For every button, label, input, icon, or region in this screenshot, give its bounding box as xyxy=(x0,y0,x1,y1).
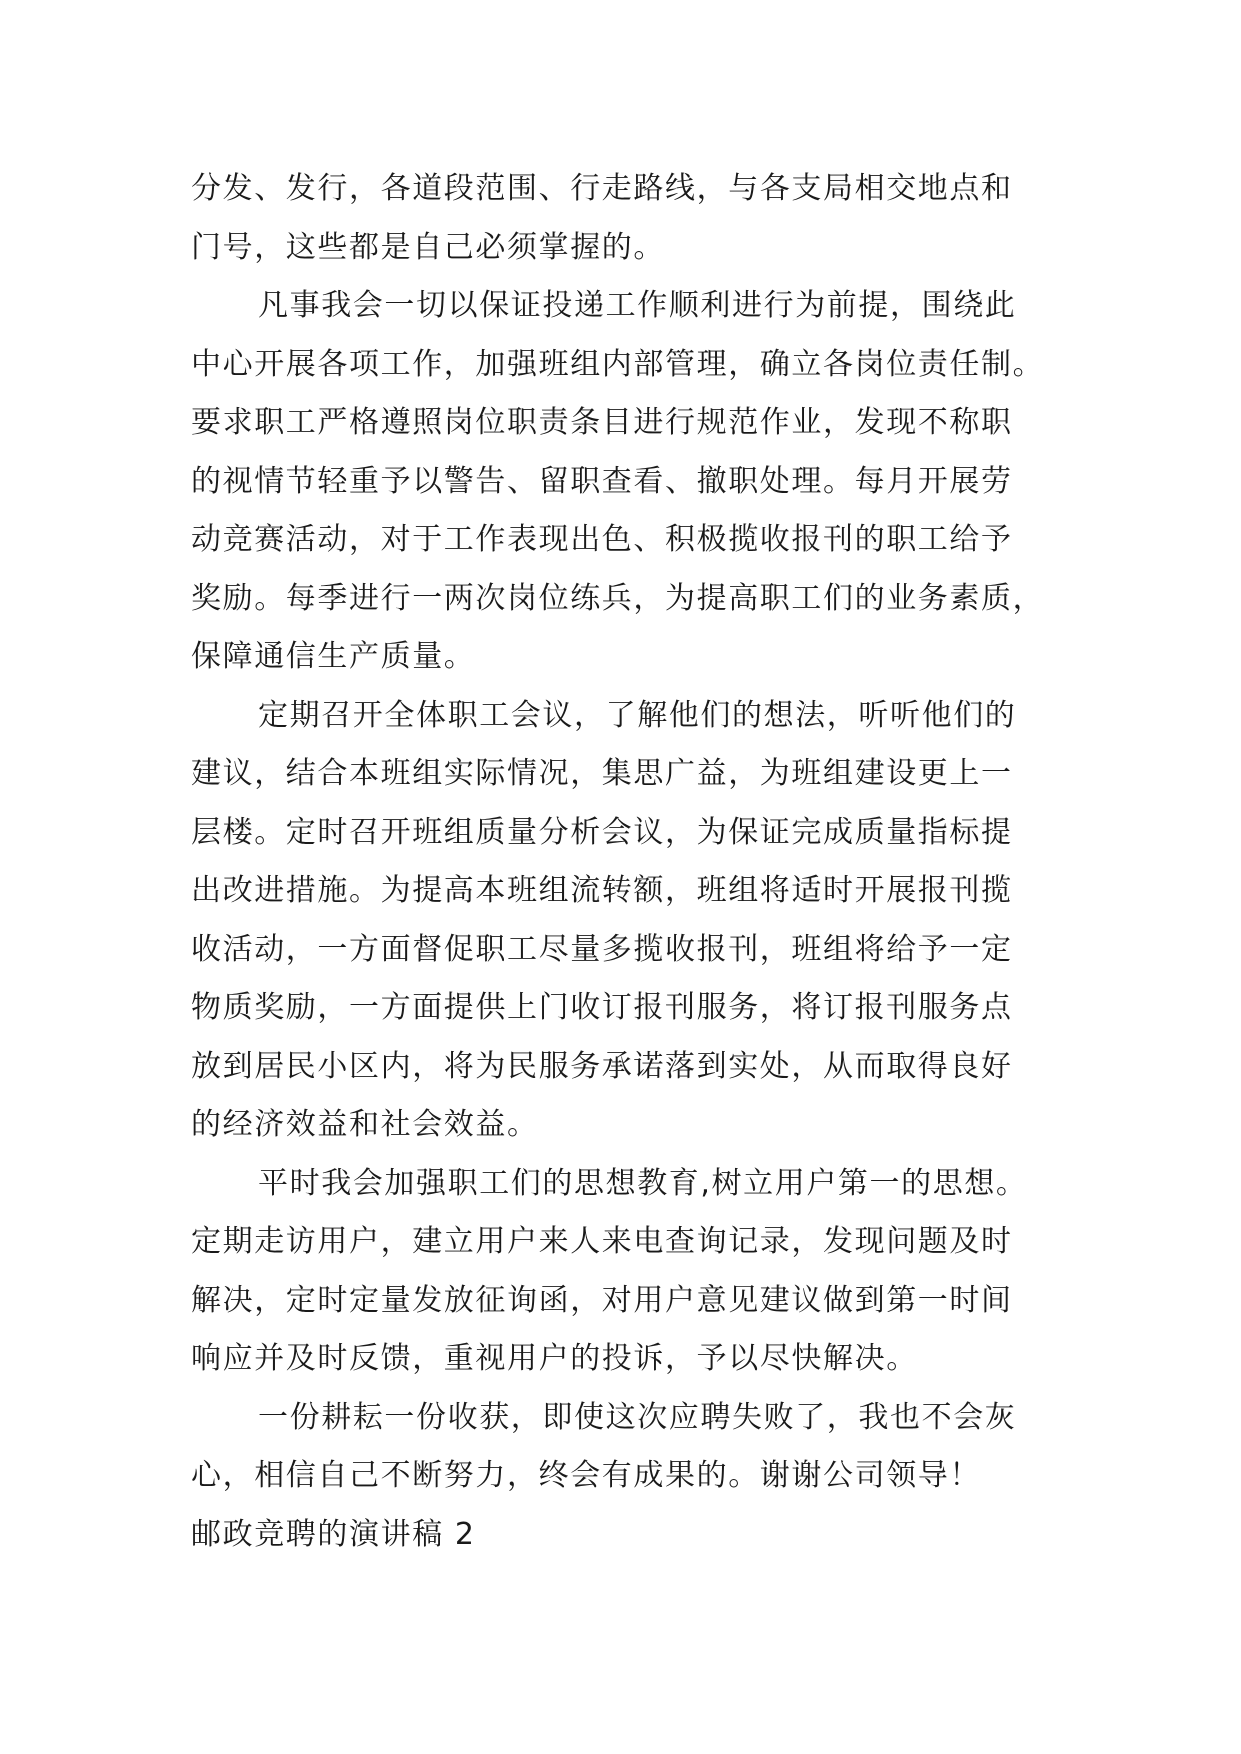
text-line: 奖励。每季进行一两次岗位练兵，为提高职工们的业务素质， xyxy=(191,580,1045,616)
paragraph-first-line: 定期召开全体职工会议，了解他们的想法，听听他们的 xyxy=(258,697,1017,733)
document-body xyxy=(191,160,1061,1564)
section-title: 邮政竞聘的演讲稿 2 xyxy=(191,1516,476,1552)
text-line: 物质奖励，一方面提供上门收订报刊服务，将订报刊服务点 xyxy=(191,990,1013,1025)
text-line: 动竞赛活动，对于工作表现出色、积极揽收报刊的职工给予 xyxy=(191,522,1013,557)
text-line: 要求职工严格遵照岗位职责条目进行规范作业，发现不称职 xyxy=(191,405,1013,440)
text-line: 心，相信自己不断努力，终会有成果的。谢谢公司领导！ xyxy=(191,1458,981,1493)
text-line: 解决，定时定量发放征询函，对用户意见建议做到第一时间 xyxy=(191,1282,1013,1318)
text-line: 定期走访用户，建立用户来人来电查询记录，发现问题及时 xyxy=(191,1224,1013,1259)
text-line: 放到居民小区内，将为民服务承诺落到实处，从而取得良好 xyxy=(191,1048,1013,1084)
text-line: 分发、发行，各道段范围、行走路线，与各支局相交地点和 xyxy=(191,171,1013,206)
paragraph-first-line: 一份耕耘一份收获，即使这次应聘失败了，我也不会灰 xyxy=(258,1399,1017,1435)
text-line: 出改进措施。为提高本班组流转额，班组将适时开展报刊揽 xyxy=(191,873,1013,908)
text-line: 的经济效益和社会效益。 xyxy=(191,1107,539,1142)
text-line: 响应并及时反馈，重视用户的投诉，予以尽快解决。 xyxy=(191,1341,918,1376)
text-line: 收活动，一方面督促职工尽量多揽收报刊，班组将给予一定 xyxy=(191,931,1013,967)
text-line: 门号，这些都是自己必须掌握的。 xyxy=(191,229,665,265)
paragraph-first-line: 凡事我会一切以保证投递工作顺利进行为前提，围绕此 xyxy=(258,288,1017,323)
text-line: 建议，结合本班组实际情况，集思广益，为班组建设更上一 xyxy=(191,756,1013,791)
text-line: 中心开展各项工作，加强班组内部管理，确立各岗位责任制。 xyxy=(191,346,1045,382)
text-line: 层楼。定时召开班组质量分析会议，为保证完成质量指标提 xyxy=(191,814,1013,850)
text-line: 的视情节轻重予以警告、留职查看、撤职处理。每月开展劳 xyxy=(191,463,1013,499)
text-line: 保障通信生产质量。 xyxy=(191,639,476,674)
paragraph-first-line: 平时我会加强职工们的思想教育,树立用户第一的思想。 xyxy=(258,1165,1028,1201)
